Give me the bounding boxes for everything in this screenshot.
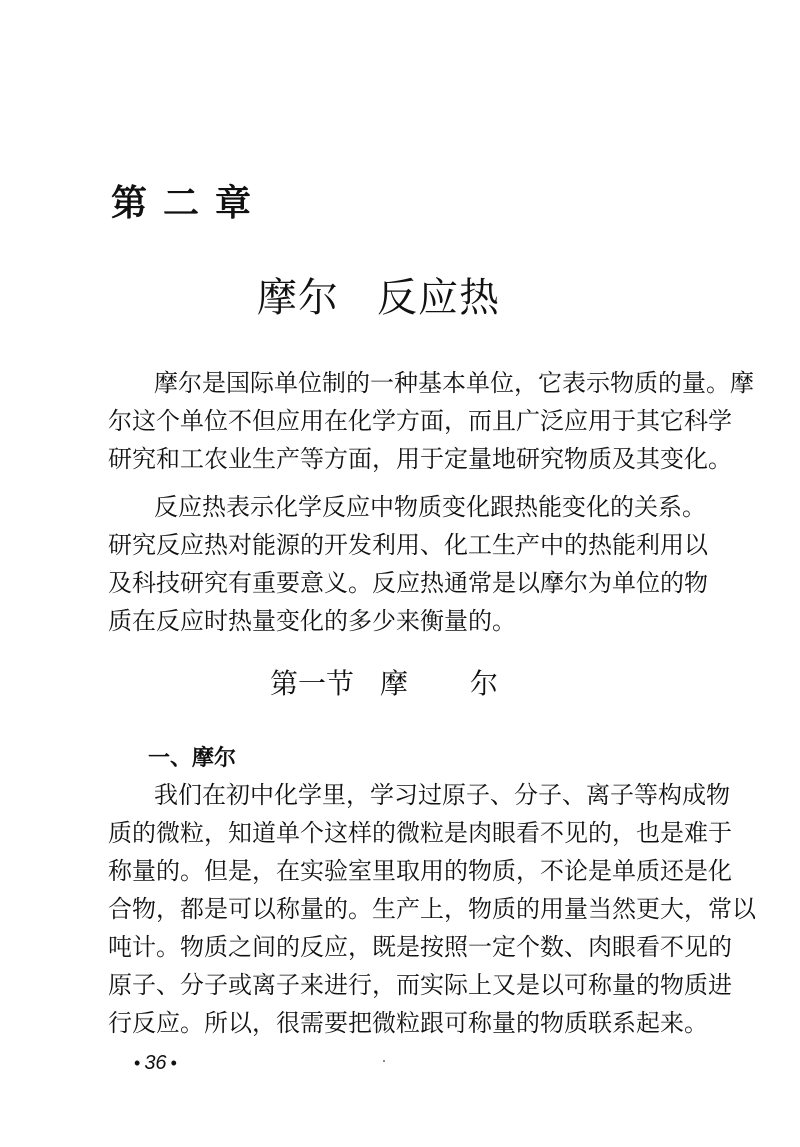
text-line: 称量的。但是，在实验室里取用的物质，不论是单质还是化 bbox=[108, 857, 732, 885]
text-line: 吨计。物质之间的反应，既是按照一定个数、肉眼看不见的 bbox=[108, 933, 732, 961]
text-line: 尔这个单位不但应用在化学方面，而且广泛应用于其它科学 bbox=[108, 407, 732, 435]
text-line: 行反应。所以，很需要把微粒跟可称量的物质联系起来。 bbox=[108, 1009, 708, 1037]
section-number: 第一节 bbox=[270, 667, 355, 700]
intro-paragraph-2 bbox=[108, 488, 708, 640]
subsection-heading: 一、摩尔 bbox=[148, 746, 237, 771]
chapter-title-part2: 反应热 bbox=[377, 275, 500, 321]
chapter-title-part1: 摩尔 bbox=[257, 275, 339, 321]
chapter-title bbox=[257, 274, 500, 322]
bullet-icon: • bbox=[170, 1053, 177, 1073]
intro-paragraph-1 bbox=[108, 364, 754, 478]
bullet-icon: • bbox=[134, 1053, 141, 1073]
text-line: 反应热表示化学反应中物质变化跟热能变化的关系。 bbox=[154, 493, 706, 521]
text-line: 及科技研究有重要意义。反应热通常是以摩尔为单位的物 bbox=[108, 569, 708, 597]
page-number bbox=[130, 1052, 181, 1075]
text-line: 原子、分子或离子来进行，而实际上又是以可称量的物质进 bbox=[108, 971, 732, 999]
text-line: 合物，都是可以称量的。生产上，物质的用量当然更大，常以 bbox=[108, 895, 756, 923]
text-line: 研究和工农业生产等方面，用于定量地研究物质及其变化。 bbox=[108, 445, 732, 473]
section-title bbox=[270, 666, 498, 702]
text-line: 研究反应热对能源的开发利用、化工生产中的热能利用以 bbox=[108, 531, 708, 559]
section-title-char: 摩 bbox=[380, 667, 409, 700]
chapter-label: 第二章 bbox=[111, 183, 268, 224]
text-line: 质的微粒，知道单个这样的微粒是肉眼看不见的，也是难于 bbox=[108, 819, 732, 847]
section-title-char: 尔 bbox=[470, 667, 499, 700]
text-line: 质在反应时热量变化的多少来衡量的。 bbox=[108, 607, 516, 635]
page-number-value: 36 bbox=[144, 1052, 167, 1074]
text-line: 我们在初中化学里，学习过原子、分子、离子等构成物 bbox=[154, 781, 730, 809]
text-line: 摩尔是国际单位制的一种基本单位，它表示物质的量。摩 bbox=[154, 369, 754, 397]
subsection-paragraph bbox=[108, 776, 756, 1042]
scan-speck bbox=[383, 1060, 385, 1062]
